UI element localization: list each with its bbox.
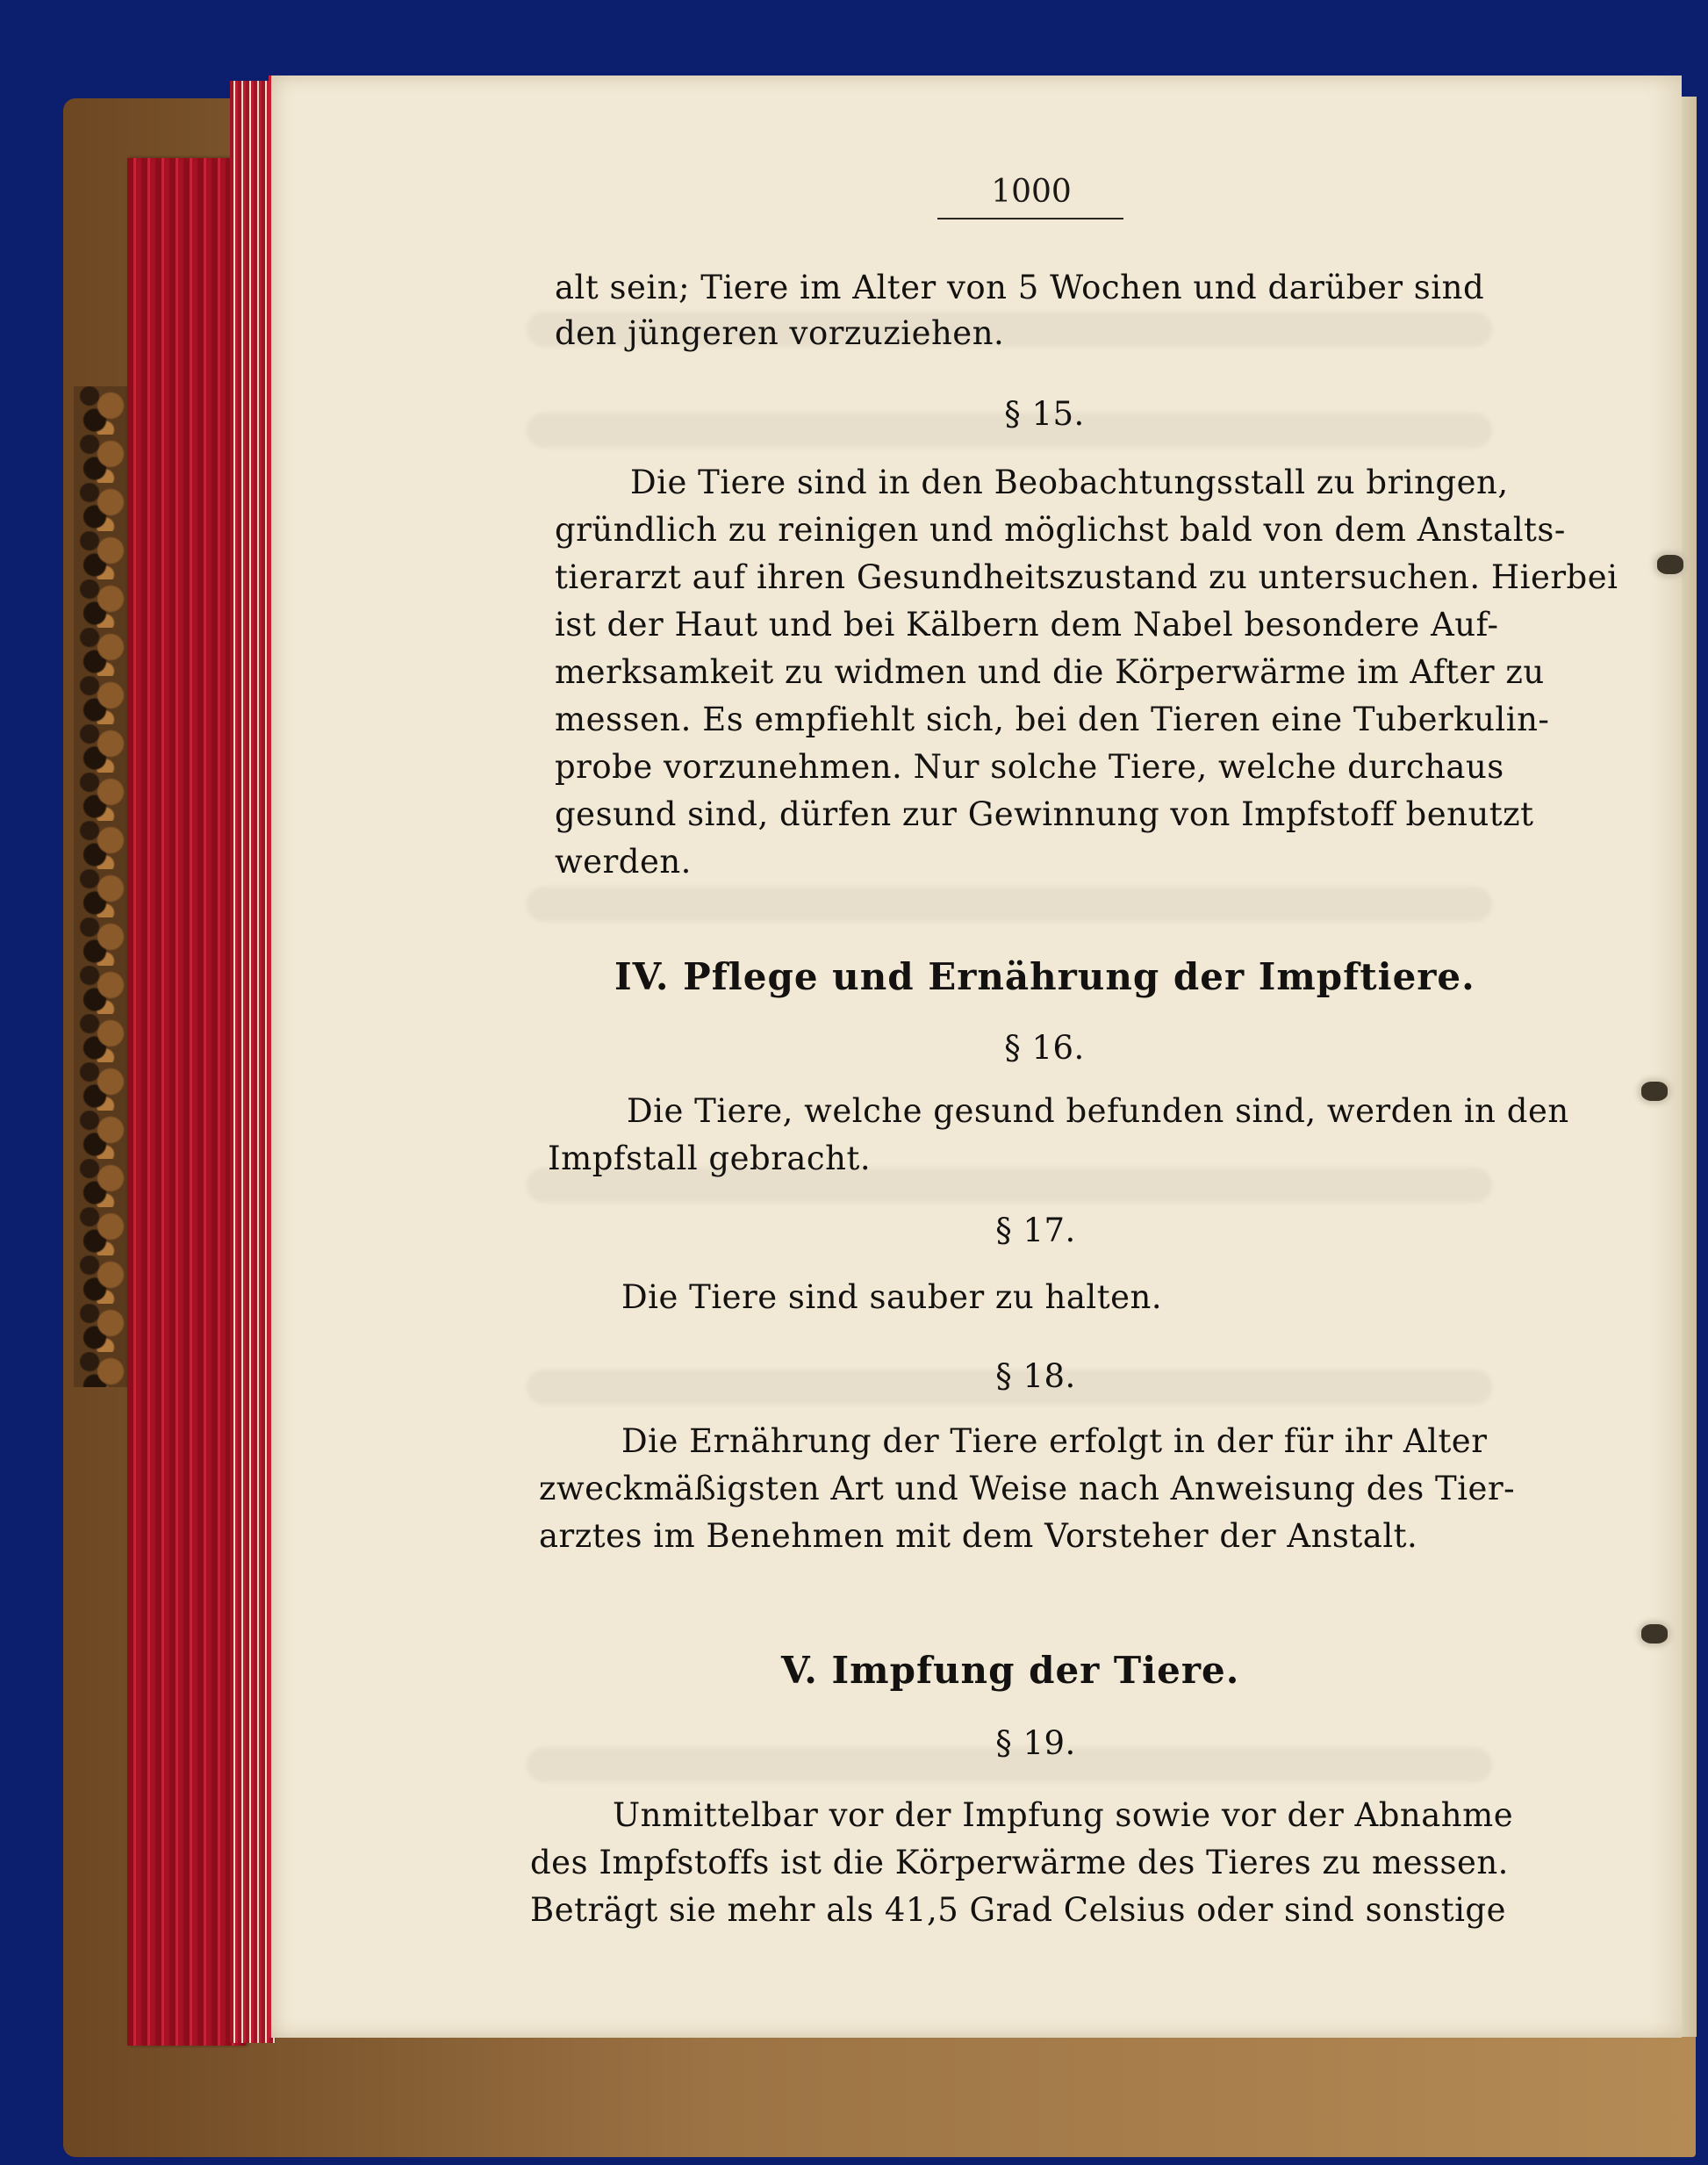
text-line: gründlich zu reinigen und möglichst bald von dem Anstalts- [555,511,1566,549]
text-line: gesund sind, dürfen zur Gewinnung von Impfstoff benutzt [555,795,1534,833]
page-number: 1000 [991,174,1072,210]
text-line: werden. [555,843,692,881]
text-line: messen. Es empfiehlt sich, bei den Tieren eine Tuberkulin- [555,701,1550,738]
section-number: § 18. [995,1357,1076,1395]
binding-hole [1641,1082,1668,1101]
text-line: Die Tiere sind in den Beobachtungsstall zu bringen, [630,464,1509,501]
text-line: Die Tiere, welche gesund befunden sind, werden in den [627,1092,1569,1130]
text-line: alt sein; Tiere im Alter von 5 Wochen und darüber sind [555,269,1485,306]
binding-hole [1657,555,1683,574]
text-line: den jüngeren vorzuziehen. [555,314,1005,352]
text-line: tierarzt auf ihren Gesundheitszustand zu untersuchen. Hierbei [555,558,1618,596]
text-line: Unmittelbar vor der Impfung sowie vor der Abnahme [613,1796,1514,1834]
text-line: Die Ernährung der Tiere erfolgt in der für ihr Alter [621,1422,1488,1460]
red-page-edges [127,158,246,2046]
page-number-rule [937,218,1123,219]
text-line: des Impfstoffs ist die Körperwärme des Tieres zu messen. [530,1844,1509,1881]
section-number: § 16. [1004,1029,1085,1067]
section-number: § 19. [995,1724,1076,1762]
text-line: probe vorzunehmen. Nur solche Tiere, welche durchaus [555,748,1504,786]
binding-hole [1641,1624,1668,1644]
text-line: Beträgt sie mehr als 41,5 Grad Celsius oder sind sonstige [530,1891,1506,1929]
show-through [527,887,1492,922]
chapter-heading: IV. Pflege und Ernährung der Impftiere. [614,955,1475,998]
section-number: § 17. [995,1212,1076,1249]
text-line: ist der Haut und bei Kälbern dem Nabel besondere Auf- [555,606,1499,644]
text-line: Impfstall gebracht. [548,1140,872,1177]
text-line: Die Tiere sind sauber zu halten. [621,1278,1163,1316]
text-line: arztes im Benehmen mit dem Vorsteher der Anstalt. [539,1517,1418,1555]
text-line: merksamkeit zu widmen und die Körperwärme im After zu [555,653,1545,691]
chapter-heading: V. Impfung der Tiere. [781,1649,1240,1692]
section-number: § 15. [1004,395,1085,433]
text-line: zweckmäßigsten Art und Weise nach Anweisung des Tier- [539,1470,1516,1507]
